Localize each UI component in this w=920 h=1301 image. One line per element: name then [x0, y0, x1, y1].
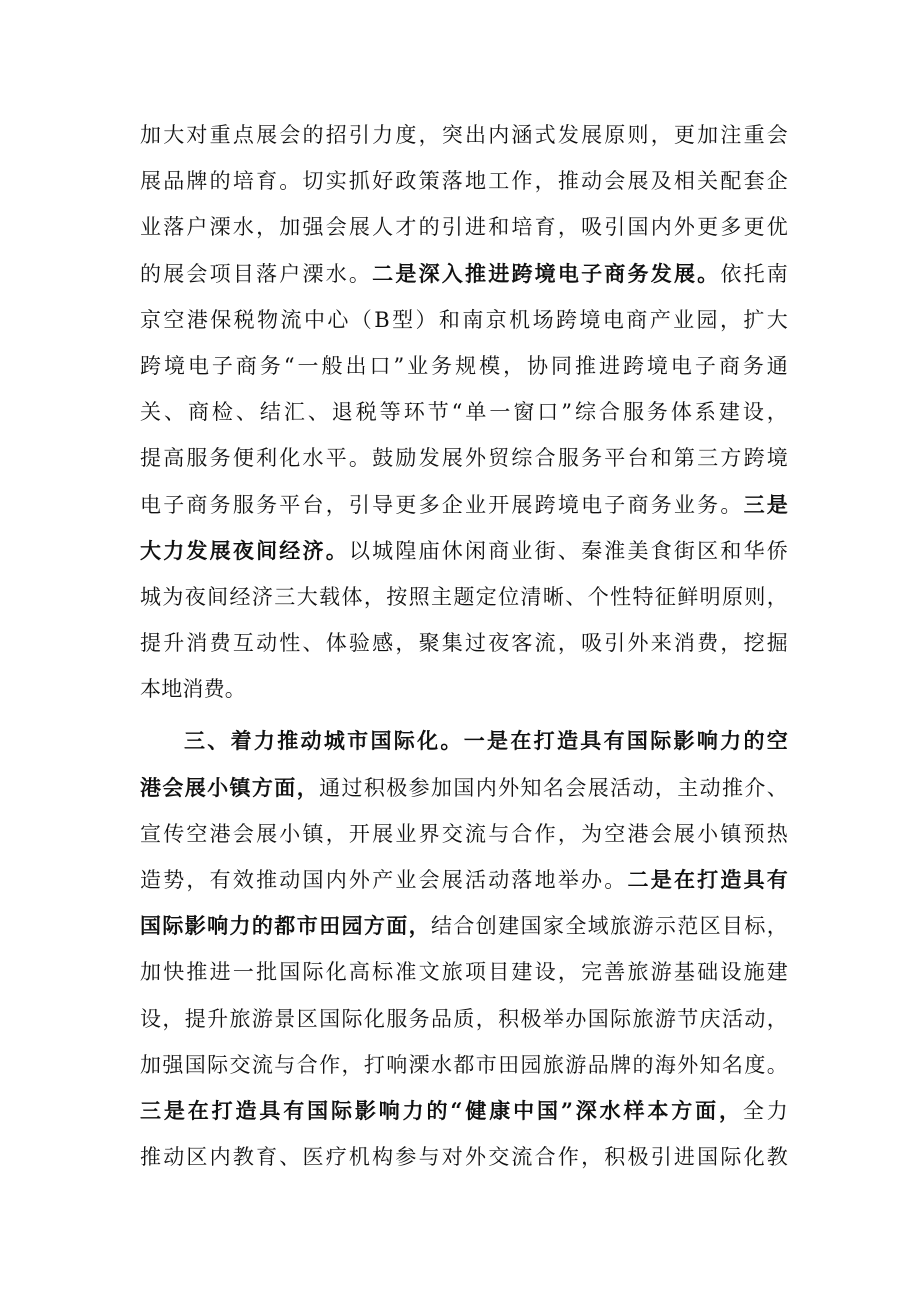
text-run: 依托南 — [720, 261, 789, 286]
text-line: 设，提升旅游景区国际化服务品质，积极举办国际旅游节庆活动， — [140, 1006, 788, 1031]
text-line: 本地消费。 — [140, 677, 246, 702]
section-heading-line: 三、着力推动城市国际化。一是在打造具有国际影响力的空 — [184, 728, 788, 754]
text-line: 展品牌的培育。切实抓好政策落地工作，推动会展及相关配套企 — [140, 169, 788, 194]
text-line: 加大对重点展会的招引力度，突出内涵式发展原则，更加注重会 — [140, 123, 788, 147]
text-line: 跨境电子商务“一般出口”业务规模，协同推进跨境电子商务通 — [140, 353, 788, 378]
bold-heading-run: 三是 — [743, 491, 788, 517]
text-line: 城为夜间经济三大载体，按照主题定位清晰、个性特征鲜明原则， — [140, 584, 788, 609]
text-line — [140, 1088, 788, 1134]
text-line — [140, 765, 788, 811]
text-line: 提升消费互动性、体验感，聚集过夜客流，吸引外来消费，挖掘 — [140, 631, 788, 656]
text-run: 结合创建国家全域旅游示范区目标， — [431, 914, 788, 939]
bold-heading-run: 二是在打造具有 — [627, 867, 789, 892]
bold-heading-run: 三是在打造具有国际影响力的“健康中国”深水样本方面， — [140, 1097, 743, 1123]
paragraph-internationalization — [140, 718, 788, 1180]
text-line: 宣传空港会展小镇，开展业界交流与合作，为空港会展小镇预热 — [140, 821, 788, 846]
text-line: 加快推进一批国际化高标准文旅项目建设，完善旅游基础设施建 — [140, 960, 788, 985]
text-run: 全力 — [742, 1098, 788, 1123]
text-line: 推动区内教育、医疗机构参与对外交流合作，积极引进国际化教 — [140, 1145, 788, 1170]
text-line — [140, 482, 788, 528]
text-line — [140, 528, 788, 574]
text-line: 京空港保税物流中心（B型）和南京机场跨境电商产业园，扩大 — [140, 307, 788, 332]
text-run: 以城隍庙休闲商业街、秦淮美食街区和华侨 — [348, 538, 788, 563]
text-run: 通过积极参加国内外知名会展活动，主动推介、 — [319, 775, 788, 800]
text-line: 加强国际交流与合作，打响溧水都市田园旅游品牌的海外知名度。 — [140, 1052, 788, 1077]
text-line — [140, 857, 788, 903]
text-line: 提高服务便利化水平。鼓励发展外贸综合服务平台和第三方跨境 — [140, 446, 788, 471]
bold-heading-run: 大力发展夜间经济。 — [140, 537, 349, 563]
bold-heading-run: 港会展小镇方面， — [140, 774, 320, 800]
text-line: 业落户溧水，加强会展人才的引进和培育，吸引国内外更多更优 — [140, 215, 788, 240]
document-page — [140, 112, 788, 1180]
bold-heading-run: 二是深入推进跨境电子商务发展。 — [372, 260, 721, 286]
text-run: 电子商务服务平台，引导更多企业开展跨境电子商务业务。 — [140, 492, 744, 517]
text-run: 的展会项目落户溧水。 — [140, 261, 373, 286]
paragraph-commerce — [140, 112, 788, 712]
text-line — [140, 251, 788, 297]
text-line: 关、商检、结汇、退税等环节“单一窗口”综合服务体系建设， — [140, 400, 788, 425]
bold-heading-run: 国际影响力的都市田园方面， — [140, 913, 432, 939]
text-run: 造势，有效推动国内外产业会展活动落地举办。 — [140, 868, 628, 892]
text-line — [140, 903, 788, 949]
